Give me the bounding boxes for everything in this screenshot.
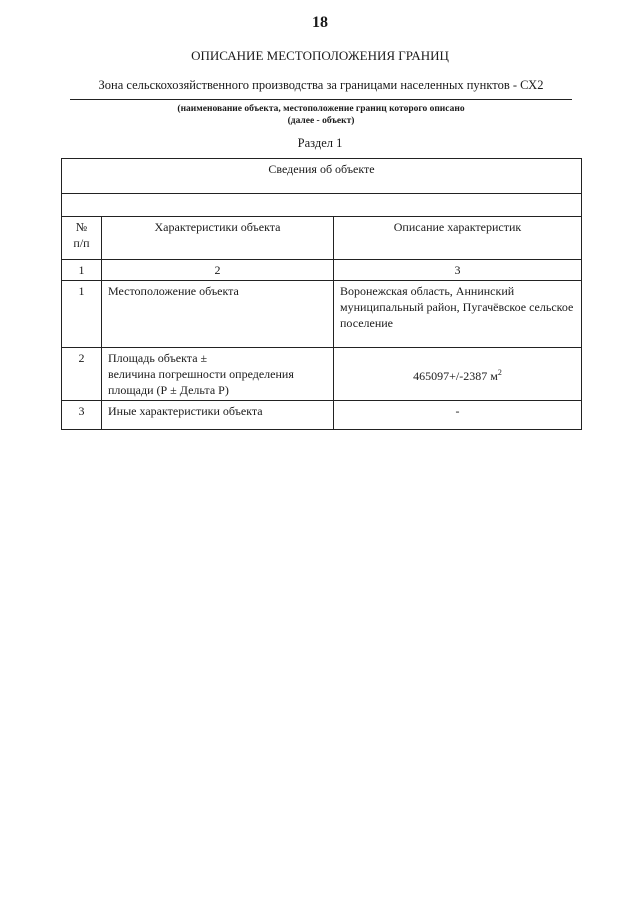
- column-header-number-line-2: п/п: [73, 236, 90, 250]
- column-number-2: 2: [102, 260, 334, 281]
- row-number: 1: [62, 281, 102, 348]
- object-name: Зона сельскохозяйственного производства за границами населенных пунктов - СХ2: [98, 78, 544, 92]
- object-caption-line-1: (наименование объекта, местоположение границ которого описано: [177, 104, 465, 114]
- section-label: Раздел 1: [297, 136, 343, 150]
- area-value: 465097+/-2387 м: [413, 368, 498, 383]
- column-number-3: 3: [334, 260, 582, 281]
- column-header-number: [62, 217, 102, 260]
- object-name-underline: [70, 99, 572, 100]
- table-row: [62, 348, 582, 401]
- table-title-row: [62, 159, 582, 194]
- row-characteristic: Иные характеристики объекта: [102, 401, 334, 430]
- row-description: [334, 348, 582, 401]
- area-unit-exponent: 2: [497, 367, 502, 377]
- object-caption-line-2: (далее - объект): [287, 116, 355, 126]
- table-spacer-cell: [62, 194, 582, 217]
- table-spacer-row: [62, 194, 582, 217]
- row-description: Воронежская область, Аннинский муниципальный район, Пугачёвское сельское поселение: [334, 281, 582, 348]
- table-column-header-row: [62, 217, 582, 260]
- row-number: 3: [62, 401, 102, 430]
- column-header-number-line-1: №: [75, 220, 88, 234]
- object-caption: [70, 103, 572, 127]
- column-header-characteristics: Характеристики объекта: [102, 217, 334, 260]
- row-characteristic: Местоположение объекта: [102, 281, 334, 348]
- column-header-description: Описание характеристик: [334, 217, 582, 260]
- row-characteristic-line-2: величина погрешности определения: [108, 367, 294, 381]
- table-row: [62, 281, 582, 348]
- table-column-number-row: [62, 260, 582, 281]
- object-info-table: [61, 158, 582, 430]
- document-title: ОПИСАНИЕ МЕСТОПОЛОЖЕНИЯ ГРАНИЦ: [191, 48, 449, 63]
- table-title: Сведения об объекте: [62, 159, 582, 194]
- table-row: [62, 401, 582, 430]
- row-characteristic-line-1: Площадь объекта ±: [108, 351, 208, 365]
- row-characteristic: [102, 348, 334, 401]
- row-description: -: [334, 401, 582, 430]
- column-number-1: 1: [62, 260, 102, 281]
- row-number: 2: [62, 348, 102, 401]
- row-characteristic-line-3: площади (Р ± Дельта Р): [108, 383, 229, 397]
- page-number: 18: [312, 14, 328, 31]
